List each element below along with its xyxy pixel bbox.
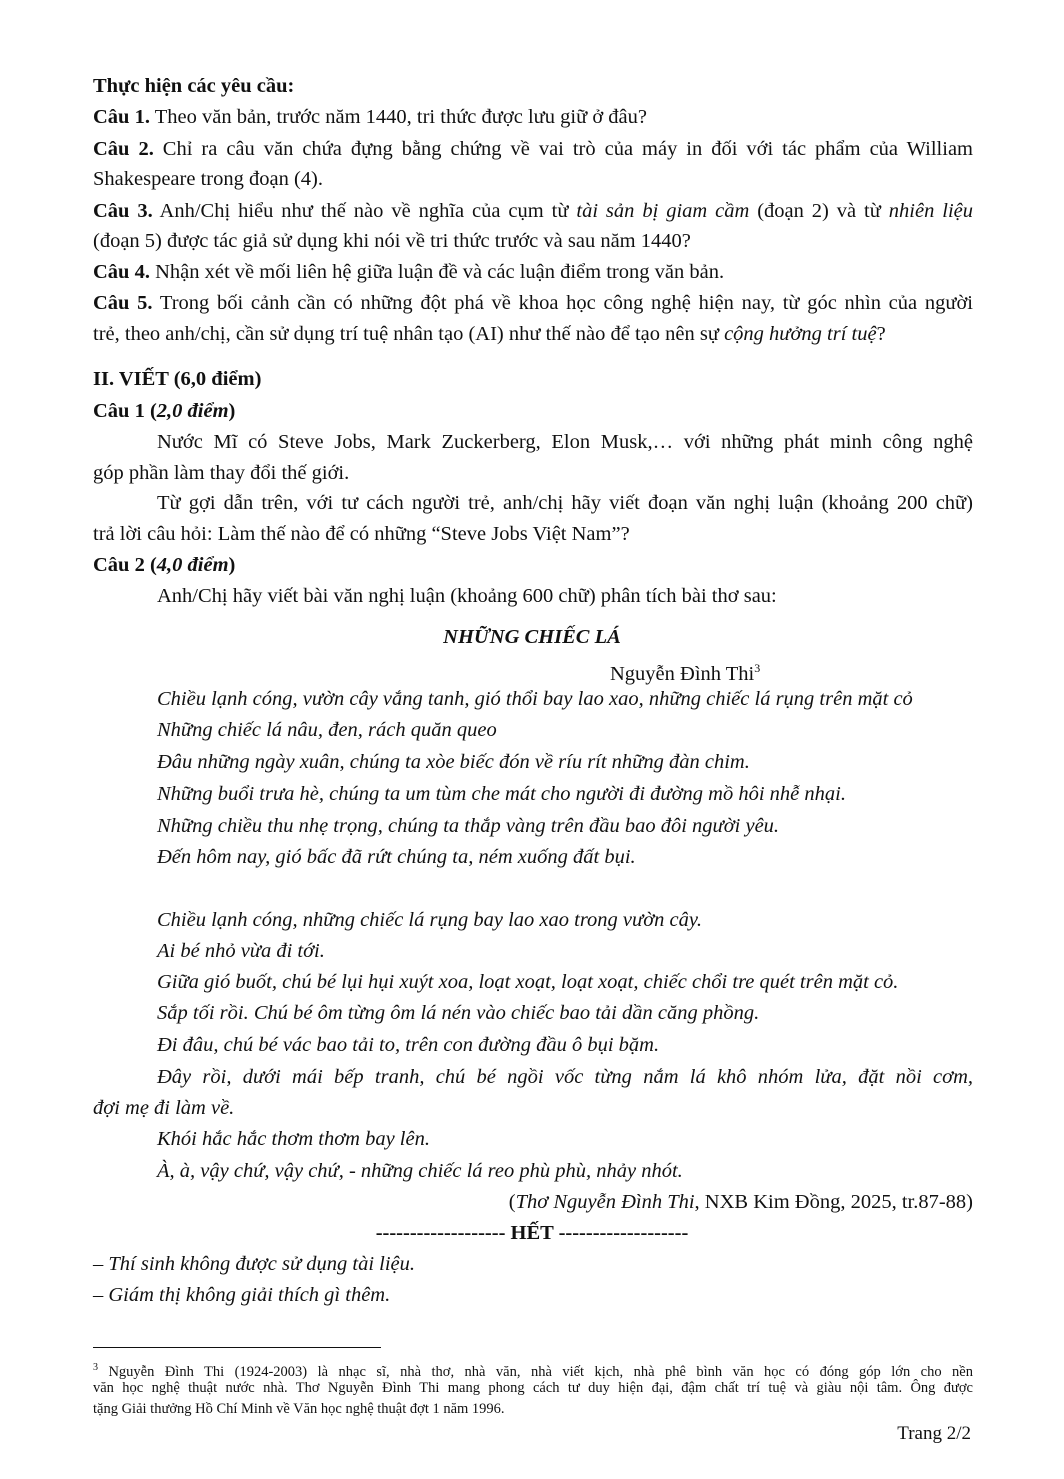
question-2-line2: Shakespeare trong đoạn (4). — [93, 168, 323, 190]
footnote-text: Nguyễn Đình Thi (1924-2003) là nhạc sĩ, nhà thơ, nhà văn, nhà viết kịch, nhà phê bình văn học có đóng góp lớn cho nền — [98, 1363, 973, 1380]
q-label: Câu 1 ( — [93, 400, 157, 422]
question-text: Trong bối cảnh cần có những đột phá về khoa học công nghệ hiện nay, từ góc nhìn của người — [152, 292, 973, 314]
poem-line: Những chiếc lá nâu, đen, rách quăn queo — [157, 719, 497, 741]
writing-q1-p1-line2: góp phần làm thay đổi thế giới. — [93, 462, 350, 484]
question-label: Câu 5. — [93, 292, 153, 314]
section-title: II. VIẾT (6,0 điểm) — [93, 368, 262, 390]
question-text: Anh/Chị hiểu như thế nào về nghĩa của cụm từ — [152, 200, 577, 222]
exam-note: – Giám thị không giải thích gì thêm. — [93, 1284, 391, 1306]
end-marker — [0, 1220, 1064, 1246]
poem-line: Đây rồi, dưới mái bếp tranh, chú bé ngồi vốc từng nắm lá khô nhóm lửa, đặt nồi cơm, — [157, 1066, 973, 1088]
author-name: Nguyễn Đình Thi — [610, 662, 755, 685]
poem-title: NHỮNG CHIẾC LÁ — [443, 626, 621, 648]
footnote-marker: 3 — [754, 661, 761, 675]
end-dashes-left: ------------------- — [375, 1222, 506, 1244]
source-title: Thơ Nguyễn Đình Thi — [515, 1191, 695, 1213]
question-label: Câu 2. — [93, 138, 154, 160]
quoted-phrase: tài sản bị giam cầm — [576, 200, 750, 222]
q-points: 4,0 điểm — [156, 554, 229, 576]
source-publisher: , NXB Kim Đồng, 2025, tr.87-88) — [694, 1191, 973, 1213]
question-5-line1 — [93, 290, 973, 316]
writing-q1-p1-line1: Nước Mĩ có Steve Jobs, Mark Zuckerberg, Elon Musk,… với những phát minh công nghệ — [157, 431, 973, 453]
poem-source — [509, 1189, 973, 1215]
footnote-divider — [93, 1347, 381, 1348]
writing-q1-label — [93, 398, 235, 424]
question-text: Nhận xét về mối liên hệ giữa luận đề và các luận điểm trong văn bản. — [149, 261, 725, 283]
poem-line: Chiều lạnh cóng, vườn cây vắng tanh, gió thổi bay lao xao, những chiếc lá rụng trên mặt cỏ — [157, 688, 913, 710]
poem-line: Những chiều thu nhẹ trọng, chúng ta thắp vàng trên đầu bao đôi người yêu. — [157, 815, 780, 837]
exam-note: – Thí sinh không được sử dụng tài liệu. — [93, 1253, 416, 1275]
poem-line: Chiều lạnh cóng, những chiếc lá rụng bay lao xao trong vườn cây. — [157, 909, 702, 931]
question-5-line2 — [93, 321, 886, 347]
poem-line: Sắp tối rồi. Chú bé ôm từng ôm lá nén vào chiếc bao tải dần căng phồng. — [157, 1002, 760, 1024]
poem-author — [610, 655, 760, 687]
end-label: HẾT — [505, 1222, 559, 1244]
question-4 — [93, 259, 724, 285]
poem-line: Ai bé nhỏ vừa đi tới. — [157, 940, 325, 962]
q-label: Câu 2 ( — [93, 554, 157, 576]
poem-line: Khói hắc hắc thơm thơm bay lên. — [157, 1128, 430, 1150]
question-label: Câu 4. — [93, 261, 150, 283]
reading-heading: Thực hiện các yêu cầu: — [93, 75, 295, 97]
poem-line: Giữa gió buốt, chú bé lụi hụi xuýt xoa, loạt xoạt, loạt xoạt, chiếc chổi tre quét trên mặt cỏ. — [157, 971, 899, 993]
question-label: Câu 3. — [93, 200, 153, 222]
question-1 — [93, 104, 647, 130]
question-3-line2: (đoạn 5) được tác giả sử dụng khi nói về tri thức trước và sau năm 1440? — [93, 230, 691, 252]
question-label: Câu 1. — [93, 106, 150, 128]
question-text: ? — [876, 323, 886, 345]
poem-line: À, à, vậy chứ, vậy chứ, - những chiếc lá reo phù phù, nhảy nhót. — [157, 1160, 683, 1182]
end-dashes-right: ------------------- — [558, 1222, 689, 1244]
poem-line: Đi đâu, chú bé vác bao tải to, trên con đường đầu ô bụi bặm. — [157, 1034, 660, 1056]
quoted-phrase: cộng hưởng trí tuệ — [724, 323, 877, 345]
page-number: Trang 2/2 — [897, 1423, 971, 1444]
writing-q1-p2-line1: Từ gợi dẫn trên, với tư cách người trẻ, anh/chị hãy viết đoạn văn nghị luận (khoảng 200 chữ) — [157, 492, 973, 514]
q-label-close: ) — [228, 400, 236, 422]
question-text: Chỉ ra câu văn chứa đựng bằng chứng về vai trò của máy in đối với tác phẩm của William — [153, 138, 973, 160]
poem-line: Những buổi trưa hè, chúng ta um tùm che mát cho người đi đường mồ hôi nhễ nhại. — [157, 783, 846, 805]
footnote-marker: 3 — [93, 1362, 98, 1373]
poem-line: đợi mẹ đi làm về. — [93, 1097, 235, 1119]
question-text: (đoạn 2) và từ — [749, 200, 889, 222]
footnote-line3: tặng Giải thưởng Hồ Chí Minh về Văn học nghệ thuật đợt 1 năm 1996. — [93, 1401, 505, 1417]
question-2-line1 — [93, 136, 973, 162]
q-points: 2,0 điểm — [156, 400, 229, 422]
poem-line: Đến hôm nay, gió bấc đã rứt chúng ta, ném xuống đất bụi. — [157, 846, 636, 868]
q-label-close: ) — [228, 554, 236, 576]
writing-q2-label — [93, 552, 235, 578]
question-3-line1 — [93, 198, 973, 224]
writing-q1-p2-line2: trả lời câu hỏi: Làm thế nào để có những “Steve Jobs Việt Nam”? — [93, 523, 630, 545]
question-text: Theo văn bản, trước năm 1440, tri thức được lưu giữ ở đâu? — [149, 106, 647, 128]
writing-q2-prompt: Anh/Chị hãy viết bài văn nghị luận (khoảng 600 chữ) phân tích bài thơ sau: — [157, 585, 777, 607]
source-paren: ( — [508, 1191, 516, 1213]
quoted-word: nhiên liệu — [888, 200, 974, 222]
poem-line: Đâu những ngày xuân, chúng ta xòe biếc đón về ríu rít những đàn chim. — [157, 751, 750, 773]
footnote-line2: văn học nghệ thuật nước nhà. Thơ Nguyễn Đình Thi mang phong cách tư duy hiện đại, đậm chất trí tuệ và giàu nội tâm. Ông được — [93, 1380, 973, 1396]
question-text: trẻ, theo anh/chị, cần sử dụng trí tuệ nhân tạo (AI) như thế nào để tạo nên sự — [93, 323, 725, 345]
